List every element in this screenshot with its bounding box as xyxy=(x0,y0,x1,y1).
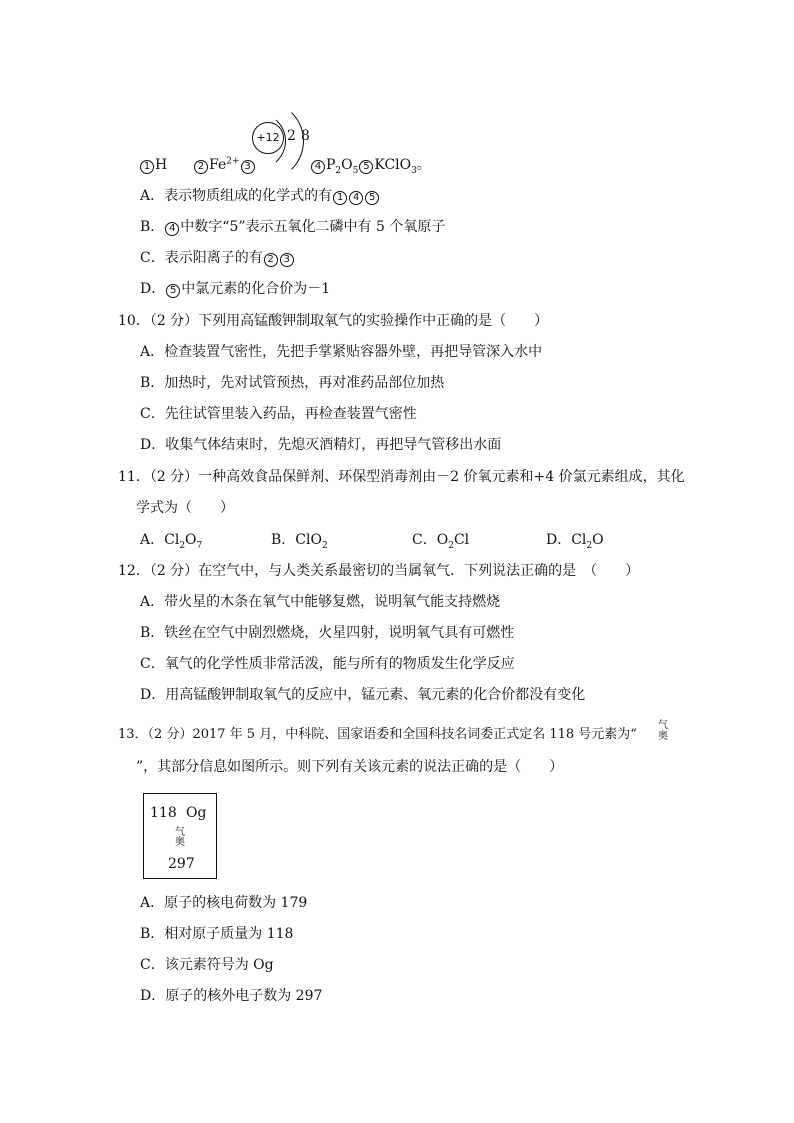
option-text: B．ClO xyxy=(271,532,322,548)
q11-stem-line2: 学式为（ ） xyxy=(136,500,234,516)
q12-option-c: C．氧气的化学性质非常活泼，能与所有的物质发生化学反应 xyxy=(140,656,515,672)
q9-items-line-part3 xyxy=(310,158,431,174)
formula-sub: 2 xyxy=(179,540,186,551)
circled-number: 2 xyxy=(194,160,208,174)
atomic-mass: 297 xyxy=(168,856,195,872)
q13-option-b: B．相对原子质量为 118 xyxy=(140,926,294,942)
item-h: H xyxy=(155,157,168,173)
item-fe-charge: 2+ xyxy=(226,156,240,167)
option-text: O xyxy=(185,532,197,548)
circled-number: 5 xyxy=(166,284,180,298)
option-text: C．O xyxy=(412,532,449,548)
stem-text: 13．（2 分）2017 年 5 月，中科院、国家语委和全国科技名词委正式定名 118 号元素为“ xyxy=(118,727,637,742)
circled-number: 3 xyxy=(280,253,294,267)
q9-option-c xyxy=(140,251,295,267)
option-text: A．Cl xyxy=(140,532,180,548)
q13-option-c: C．该元素符号为 Og xyxy=(140,957,274,973)
shell2-electrons: 8 xyxy=(301,128,310,144)
formula-text: KClO xyxy=(374,157,412,173)
circled-number: 4 xyxy=(165,222,179,236)
option-text: O xyxy=(592,532,604,548)
formula-text: P xyxy=(326,157,336,173)
q11-option-a xyxy=(140,532,203,551)
circled-number: 4 xyxy=(311,160,325,174)
q10-option-a: A．检查装置气密性，先把手掌紧贴容器外壁，再把导管深入水中 xyxy=(140,344,543,360)
formula-sub: 3 xyxy=(411,165,417,176)
q9-option-b xyxy=(140,220,445,236)
element-char: 气奥 xyxy=(658,720,668,742)
q12-option-a: A．带火星的木条在氧气中能够复燃，说明氧气能支持燃烧 xyxy=(140,594,501,610)
q13-option-a: A．原子的核电荷数为 179 xyxy=(140,895,308,911)
circled-number: 1 xyxy=(140,160,154,174)
option-text: 中氯元素的化合价为－1 xyxy=(181,281,331,297)
option-text: 中数字“5”表示五氧化二磷中有 5 个氧原子 xyxy=(180,219,446,235)
q11-option-d xyxy=(546,532,604,551)
q9-option-d xyxy=(140,282,330,298)
element-name: 气奥 xyxy=(175,827,185,848)
formula-sub: 7 xyxy=(196,540,203,551)
option-text: D．Cl xyxy=(546,532,587,548)
atomic-number: 118 xyxy=(150,805,177,821)
q10-option-c: C．先往试管里装入药品，再检查装置气密性 xyxy=(140,406,417,422)
option-letter: D． xyxy=(140,281,166,297)
q9-option-a xyxy=(140,189,380,205)
option-letter: B． xyxy=(140,219,165,235)
formula-sub: 2 xyxy=(321,540,328,551)
formula-sub: 5 xyxy=(352,165,359,176)
q10-option-b: B．加热时，先对试管预热，再对准药品部位加热 xyxy=(140,375,445,391)
q11-option-c xyxy=(412,532,470,551)
item-fe: Fe xyxy=(209,157,227,173)
option-text: C．表示阳离子的有 xyxy=(140,250,263,266)
circled-number: 1 xyxy=(333,191,347,205)
q13-stem-line1 xyxy=(118,728,637,741)
punctuation: 。 xyxy=(416,157,431,173)
q12-stem: 12．（2 分）在空气中，与人类关系最密切的当属氧气．下列说法正确的是 （ ） xyxy=(118,563,640,579)
circled-number: 5 xyxy=(359,160,373,174)
element-card xyxy=(143,793,217,879)
shell1-electrons: 2 xyxy=(287,128,296,144)
q12-option-b: B．铁丝在空气中剧烈燃烧，火星四射，说明氧气具有可燃性 xyxy=(140,625,515,641)
q11-option-b xyxy=(271,532,328,551)
circled-number: 2 xyxy=(264,253,278,267)
q13-stem-line2: ”，其部分信息如图所示。则下列有关该元素的说法正确的是（ ） xyxy=(136,759,564,775)
q9-items-line-part1 xyxy=(139,158,167,174)
q9-items-line-part2 xyxy=(193,158,256,174)
q12-option-d: D．用高锰酸钾制取氧气的反应中，锰元素、氧元素的化合价都没有变化 xyxy=(140,687,586,703)
q11-stem-line1: 11．（2 分）一种高效食品保鲜剂、环保型消毒剂由－2 价氧元素和+4 价氯元素组成，其化 xyxy=(118,469,685,485)
circled-number: 4 xyxy=(349,191,363,205)
formula-text: O xyxy=(341,157,353,173)
formula-sub: 2 xyxy=(448,540,454,551)
formula-sub: 2 xyxy=(586,540,593,551)
circled-number: 3 xyxy=(241,160,255,174)
formula-sub: 2 xyxy=(335,165,342,176)
q10-stem: 10．（2 分）下列用高锰酸钾制取氧气的实验操作中正确的是（ ） xyxy=(118,313,549,329)
q13-element-char-inline xyxy=(656,720,670,742)
nucleus-charge: +12 xyxy=(256,131,280,144)
circled-number: 5 xyxy=(365,191,379,205)
q10-option-d: D．收集气体结束时，先熄灭酒精灯，再把导气管移出水面 xyxy=(140,437,502,453)
option-text: A．表示物质组成的化学式的有 xyxy=(140,188,333,204)
option-text: Cl xyxy=(453,532,470,548)
element-symbol: Og xyxy=(186,805,207,821)
q13-option-d: D．原子的核外电子数为 297 xyxy=(140,988,323,1004)
